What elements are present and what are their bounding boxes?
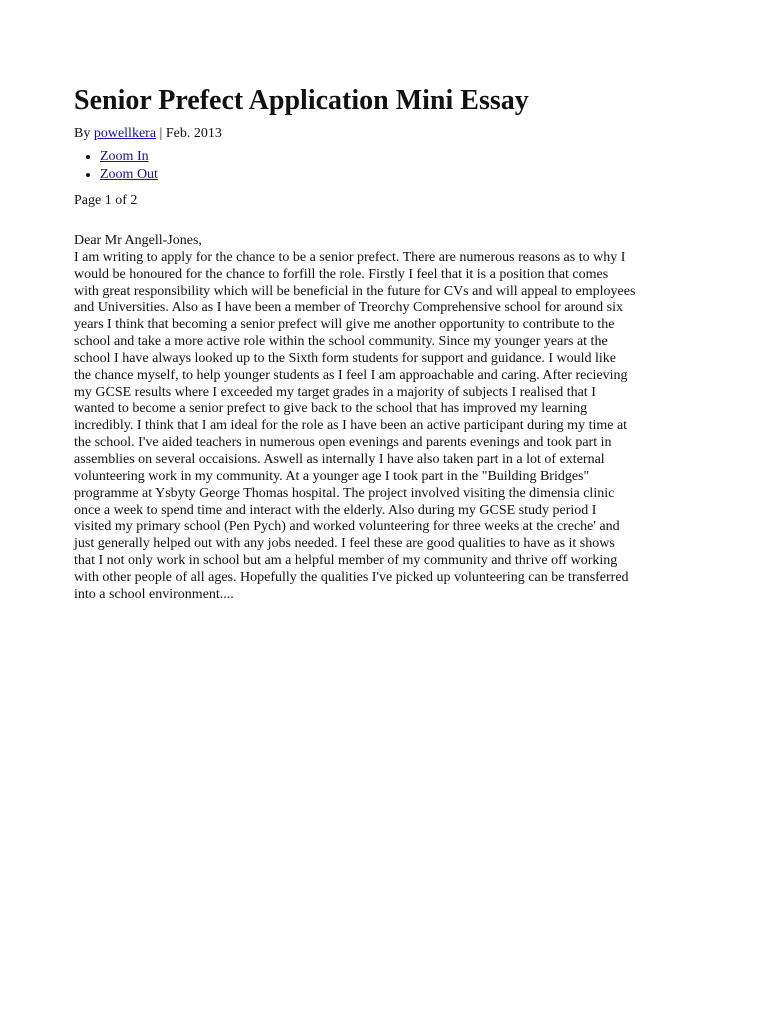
essay-line: visited my primary school (Pen Pych) and worked volunteering for three weeks at the creche' and <box>74 519 620 535</box>
document-page <box>74 84 704 604</box>
essay-line: programme at Ysbyty George Thomas hospital. The project involved visiting the dimensia clinic <box>74 485 615 501</box>
essay-body <box>74 233 699 604</box>
essay-line: years I think that becoming a senior prefect will give me another opportunity to contribute to the <box>74 317 615 333</box>
zoom-in-link[interactable]: Zoom In <box>100 149 149 164</box>
essay-line: just generally helped out with any jobs needed. I feel these are good qualities to have as it shows <box>74 536 615 552</box>
essay-line: once a week to spend time and interact with the elderly. Also during my GCSE study period I <box>74 502 597 518</box>
essay-line: my GCSE results where I exceeded my target grades in a majority of subjects I realised that I <box>74 384 596 400</box>
zoom-controls <box>74 148 704 184</box>
byline-separator: | <box>159 126 163 141</box>
essay-line: into a school environment.... <box>74 586 234 602</box>
essay-line: incredibly. I think that I am ideal for the role as I have been an active participant during my time at <box>74 418 628 434</box>
essay-line: the chance myself, to help younger students as I feel I am approachable and caring. After recieving <box>74 367 628 383</box>
essay-line: assemblies on several occaisions. Aswell as internally I have also taken part in a lot of external <box>74 451 605 467</box>
byline-prefix: By <box>74 126 91 141</box>
essay-line: I am writing to apply for the chance to be a senior prefect. There are numerous reasons as to why I <box>74 249 626 265</box>
essay-line: with other people of all ages. Hopefully the qualities I've picked up volunteering can be transferred <box>74 569 629 585</box>
byline <box>74 125 704 143</box>
essay-line: and Universities. Also as I have been a member of Treorchy Comprehensive school for around six <box>74 300 623 316</box>
zoom-in-item <box>100 148 704 166</box>
zoom-out-link[interactable]: Zoom Out <box>100 167 158 182</box>
essay-salutation: Dear Mr Angell-Jones, <box>74 233 202 248</box>
essay-line: would be honoured for the chance to forfill the role. Firstly I feel that it is a position that comes <box>74 266 609 282</box>
essay-line: that I not only work in school but am a helpful member of my community and thrive off working <box>74 553 618 569</box>
page-title: Senior Prefect Application Mini Essay <box>74 85 529 116</box>
essay-line: the school. I've aided teachers in numerous open evenings and parents evenings and took part in <box>74 435 612 451</box>
essay-line: volunteering work in my community. At a younger age I took part in the "Building Bridges" <box>74 468 590 484</box>
essay-line: school I have always looked up to the Sixth form students for support and guidance. I would like <box>74 350 617 366</box>
essay-line: school and take a more active role within the school community. Since my younger years at the <box>74 334 608 350</box>
page-indicator: Page 1 of 2 <box>74 193 138 208</box>
zoom-out-item <box>100 166 704 184</box>
essay-line: wanted to become a senior prefect to give back to the school that has improved my learning <box>74 401 588 417</box>
essay-line: with great responsibility which will be beneficial in the future for CVs and will appeal to employees <box>74 283 636 299</box>
publish-date: Feb. 2013 <box>165 126 222 141</box>
author-link[interactable]: powellkera <box>93 126 157 141</box>
